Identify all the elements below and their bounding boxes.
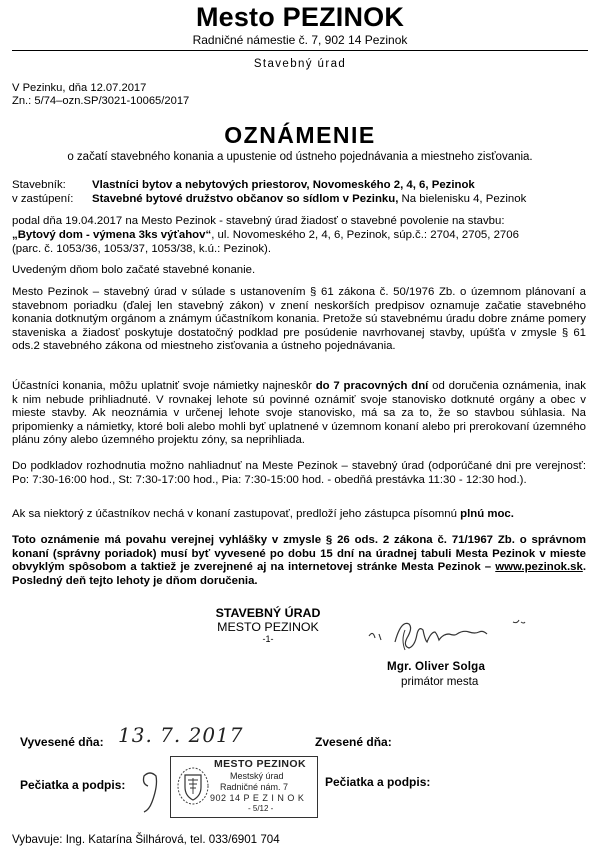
stamp-line-3: Radničné nám. 7 [220,782,289,792]
stamp-line-5: - 5/12 - [248,804,274,813]
handwritten-initials [138,764,168,814]
public-notice-text: Toto oznámenie má povahu verejnej vyhlášky v zmysle § 26 ods. 2 zákona č. 71/1967 Zb. o správnom konaní (správny poriadok) musí byť vyvesené po dobu 15 dní na úradnej tabuli Mesta Pezinok v mieste obvyklým spôsobom a taktiež je zverejnené aj na internetovej stránke Mesta Pezinok – [12,534,586,574]
application-line-3: (parc. č. 1053/36, 1053/37, 1053/38, k.ú.: Pezinok). [12,243,271,255]
public-notice-end: . Posledný deň tejto lehoty je dňom doručenia. [12,561,586,587]
stamp-line-1: MESTO PEZINOK [214,758,306,770]
representative-address: Na bielenisku 4, Pezinok [398,193,527,205]
poa-emphasis: plnú moc. [460,508,514,520]
paragraph-office-hours: Do podkladov rozhodnutia možno nahliadnuť na Meste Pezinok – stavebný úrad (odporúčané dni pre verejnosť: Po: 7:30-16:00 hod., St: 7:30-17:00 hod., Pia: 7:30-15:00 hod. - obedňá prestávka 11:30 - 12:30 hod.). [12,460,586,486]
stamp-label-left: Pečiatka a podpis: [20,778,126,792]
objections-intro: Účastníci konania, môžu uplatniť svoje námietky najneskôr [12,380,316,392]
paragraph-public-notice [12,534,586,588]
application-line-2 [12,229,519,241]
place-date: V Pezinku, dňa 12.07.2017 [12,82,147,94]
project-address: , ul. Novomeského 2, 4, 6, Pezinok, súp.č.: 2704, 2705, 2706 [211,229,519,241]
signature-office-line-3: -1- [262,634,274,644]
representative-value [92,193,526,205]
signature-office [198,606,338,644]
application-line-1: podal dňa 19.04.2017 na Mesto Pezinok - stavebný úrad žiadosť o stavebné povolenie na stavbu: [12,215,505,227]
posted-label: Vyvesené dňa: [20,735,104,749]
official-stamp [170,756,318,818]
signature-office-line-1: STAVEBNÝ ÚRAD [215,606,321,620]
objections-rest: od doručenia oznámenia, inak k nim nebude prihliadnuté. V rovnakej lehote sú povinné oznámiť svoje stanovisko dotknuté orgány a obec v mieste stavby. Ak neoznámia v určenej lehote svoje stanovisko, má sa za to, že so stavbou súhlasia. Na pripomienky a námietky, ktoré boli alebo mohli byť uplatnené v územnom konaní alebo pri prerokovaní územného plánu zóny alebo územného projektu zóny, sa neprihliada. [12,380,587,447]
removed-label: Zvesené dňa: [315,735,392,749]
coat-of-arms-icon [176,766,210,806]
header-rule [12,50,588,51]
stamp-label-right: Pečiatka a podpis: [325,775,431,789]
prepared-by: Vybavuje: Ing. Katarína Šilhárová, tel. 033/6901 704 [12,833,280,846]
representative-label: v zastúpení: [12,193,74,205]
city-address: Radničné námestie č. 7, 902 14 Pezinok [192,33,408,47]
paragraph-power-of-attorney [12,508,586,522]
paragraph-objections [12,380,586,448]
objections-deadline: do 7 pracovných dní [315,380,429,392]
posted-date-handwritten: 13. 7. 2017 [118,723,244,747]
office-name: Stavebný úrad [253,58,347,70]
paragraph-legal-basis: Mesto Pezinok – stavebný úrad v súlade s ustanovením § 61 zákona č. 50/1976 Zb. o územnom plánovaní a stavebnom poriadku (ďalej len stavebný zákon) v znení neskorších predpisov oznamuje začatie stavebného konania dotknutým orgánom a známym účastníkom konania. Pretože sú stavebnému úradu dobre známe pomery staveniska a žiadosť poskytuje dostatočný podklad pre posúdenie navrhovanej stavby, upúšťa v zmysle § 61 ods.2 stavebného zákona od miestneho zisťovania a ústneho pojednávania. [12,286,586,353]
mayor-name: Mgr. Oliver Solga [387,660,486,673]
poa-text: Ak sa niektorý z účastníkov nechá v konaní zastupovať, predloží jeho zástupca písomnú [12,508,461,520]
notice-subtitle: o začatí stavebného konania a upustenie od ústneho pojednávania a miestneho zisťovania. [67,151,533,163]
mayor-role: primátor mesta [401,675,479,688]
signature-office-line-2: MESTO PEZINOK [217,620,319,634]
reference-number: Zn.: 5/74–ozn.SP/3021-10065/2017 [12,95,190,107]
city-website-link[interactable]: www.pezinok.sk [495,561,583,574]
builder-label: Stavebník: [12,179,66,191]
builder-value: Vlastníci bytov a nebytových priestorov, Novomeského 2, 4, 6, Pezinok [92,179,475,191]
representative-name: Stavebné bytové družstvo občanov so sídlom v Pezinku, [92,193,399,205]
notice-title: OZNÁMENIE [224,122,376,148]
project-name: „Bytový dom - výmena 3ks výťahov“ [12,229,212,241]
city-title: Mesto PEZINOK [195,2,405,32]
stamp-line-4: 902 14 P E Z I N O K [210,793,305,803]
handwritten-signature [365,614,535,654]
start-notice: Uvedeným dňom bolo začaté stavebné konanie. [12,264,256,276]
stamp-line-2: Mestský úrad [230,771,284,781]
